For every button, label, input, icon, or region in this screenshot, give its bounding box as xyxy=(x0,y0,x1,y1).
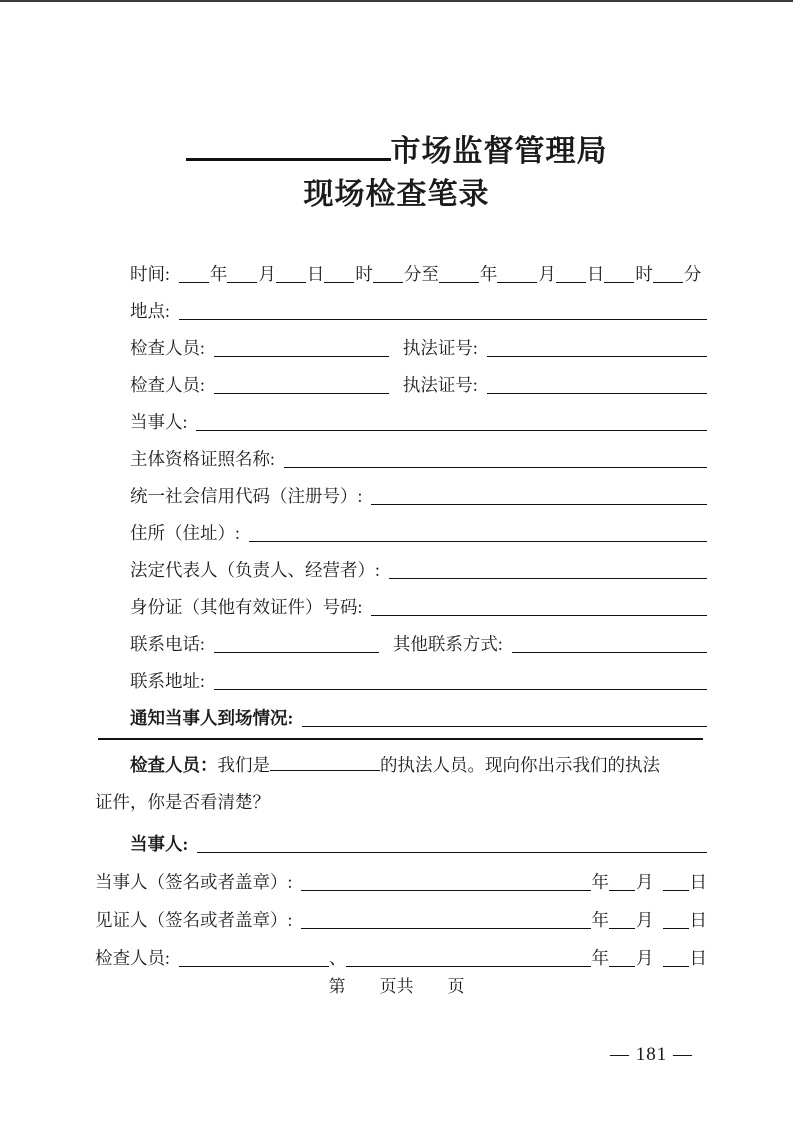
unit-label-month: 月 xyxy=(258,263,276,284)
sig-party-day-blank-field xyxy=(663,890,689,891)
title-line-1 xyxy=(0,130,793,173)
signature-inspectors-label: 检查人员: xyxy=(95,947,170,968)
form-row-location xyxy=(95,288,707,325)
unit-label-day: 日 xyxy=(306,263,325,284)
form-body xyxy=(95,251,707,972)
signature-party-label: 当事人（签名或者盖章）: xyxy=(95,871,293,892)
license-name-label: 主体资格证照名称: xyxy=(130,448,275,469)
form-row-legal-rep xyxy=(95,547,707,584)
form-row-inspector-2 xyxy=(95,362,707,399)
sig-date-year-label: 年 xyxy=(591,871,609,892)
sig-date-month-label: 月 xyxy=(636,947,654,968)
sig-inspectors-day-blank-field xyxy=(663,966,689,967)
sig-date-day-label: 日 xyxy=(689,909,707,930)
sig-witness-month-blank-field xyxy=(609,928,635,929)
contact-address-label: 联系地址: xyxy=(130,670,205,691)
inspector2-label: 检查人员: xyxy=(130,374,205,395)
party-label: 当事人: xyxy=(130,411,188,432)
unit-label-minute2: 分 xyxy=(683,263,702,284)
party-blank-field xyxy=(196,430,707,431)
statement-authority-blank-field xyxy=(270,770,380,771)
form-row-id-number xyxy=(95,584,707,621)
inspector1-cert-label: 执法证号: xyxy=(402,337,478,358)
residence-blank-field xyxy=(249,541,707,542)
unit-label-year: 年 xyxy=(209,263,228,284)
statement-line-2: 证件，你是否看清楚？ xyxy=(95,792,270,812)
contact-address-blank-field xyxy=(214,689,707,690)
time-day2-blank-field xyxy=(556,282,586,283)
unit-label-hour2: 时 xyxy=(635,263,653,284)
statement-speaker-label: 检查人员： xyxy=(130,755,218,775)
time-year1-blank-field xyxy=(179,282,209,283)
sig-date-year-label: 年 xyxy=(591,947,609,968)
signature-witness-blank-field xyxy=(301,928,590,929)
other-contact-label: 其他联系方式: xyxy=(392,633,503,654)
form-row-notify-presence xyxy=(95,695,707,732)
statement-before-blank-text: 我们是 xyxy=(217,755,270,775)
inspector1-cert-blank-field xyxy=(487,356,707,357)
statement-party-reply-row xyxy=(95,821,707,858)
sig-date-day-label: 日 xyxy=(689,871,707,892)
form-row-time xyxy=(95,251,707,288)
form-row-phone xyxy=(95,621,707,658)
inspector1-name-blank-field xyxy=(214,356,389,357)
sig-date-month-label: 月 xyxy=(636,871,654,892)
statement-line-1 xyxy=(95,747,707,784)
statement-party-reply-blank-field xyxy=(197,852,707,853)
unit-label-minute-to: 分至 xyxy=(403,263,439,284)
credit-code-blank-field xyxy=(371,504,707,505)
signature-party-blank-field xyxy=(301,890,590,891)
form-row-license-name xyxy=(95,436,707,473)
license-name-blank-field xyxy=(284,467,707,468)
inspector1-label: 检查人员: xyxy=(130,337,205,358)
time-year2-blank-field xyxy=(439,282,479,283)
notify-presence-label: 通知当事人到场情况: xyxy=(130,707,294,728)
time-month1-blank-field xyxy=(227,282,257,283)
location-blank-field xyxy=(179,319,707,320)
form-row-contact-address xyxy=(95,658,707,695)
signature-row-party xyxy=(95,858,707,896)
time-minute2-blank-field xyxy=(653,282,683,283)
inspector2-cert-blank-field xyxy=(487,393,707,394)
residence-label: 住所（住址）: xyxy=(130,522,240,543)
sig-date-year-label: 年 xyxy=(591,909,609,930)
sig-date-month-label: 月 xyxy=(636,909,654,930)
time-hour2-blank-field xyxy=(604,282,634,283)
id-number-blank-field xyxy=(371,615,707,616)
unit-label-year2: 年 xyxy=(479,263,498,284)
legal-rep-blank-field xyxy=(389,578,707,579)
section-divider xyxy=(98,738,703,740)
time-hour1-blank-field xyxy=(324,282,354,283)
time-month2-blank-field xyxy=(497,282,537,283)
sig-inspectors-month-blank-field xyxy=(609,966,635,967)
inspector2-cert-label: 执法证号: xyxy=(402,374,478,395)
signature-inspector2-blank-field xyxy=(346,966,590,967)
time-minute1-blank-field xyxy=(373,282,403,283)
form-row-inspector-1 xyxy=(95,325,707,362)
time-day1-blank-field xyxy=(276,282,306,283)
form-row-residence xyxy=(95,510,707,547)
legal-rep-label: 法定代表人（负责人、经营者）: xyxy=(130,559,380,580)
sig-date-day-label: 日 xyxy=(689,947,707,968)
signature-row-witness xyxy=(95,896,707,934)
signature-witness-label: 见证人（签名或者盖章）: xyxy=(95,909,293,930)
unit-label-day2: 日 xyxy=(586,263,605,284)
sig-witness-day-blank-field xyxy=(663,928,689,929)
document-subtitle: 现场检查笔录 xyxy=(303,178,490,211)
credit-code-label: 统一社会信用代码（注册号）: xyxy=(130,485,363,506)
title-org-text: 市场监督管理局 xyxy=(390,135,608,168)
unit-label-month2: 月 xyxy=(538,263,556,284)
statement-after-blank-text: 的执法人员。现向你出示我们的执法 xyxy=(380,755,660,775)
inspector-separator: 、 xyxy=(328,947,347,968)
other-contact-blank-field xyxy=(512,652,707,653)
signature-row-inspectors xyxy=(95,934,707,972)
id-number-label: 身份证（其他有效证件）号码: xyxy=(130,596,363,617)
form-row-party xyxy=(95,399,707,436)
title-org-blank-line xyxy=(186,158,391,161)
phone-blank-field xyxy=(214,652,379,653)
inspector2-name-blank-field xyxy=(214,393,389,394)
page-counter-text: 第 页共 页 xyxy=(328,977,465,996)
unit-label-hour: 时 xyxy=(355,263,373,284)
location-label: 地点: xyxy=(130,300,170,321)
sig-party-month-blank-field xyxy=(609,890,635,891)
form-row-credit-code xyxy=(95,473,707,510)
notify-presence-blank-field xyxy=(302,726,707,727)
phone-label: 联系电话: xyxy=(130,633,205,654)
statement-party-label: 当事人: xyxy=(130,833,189,854)
page-number: — 181 — xyxy=(610,1044,693,1065)
document-title xyxy=(0,130,793,216)
signature-inspector1-blank-field xyxy=(179,966,329,967)
time-label: 时间: xyxy=(130,263,170,284)
